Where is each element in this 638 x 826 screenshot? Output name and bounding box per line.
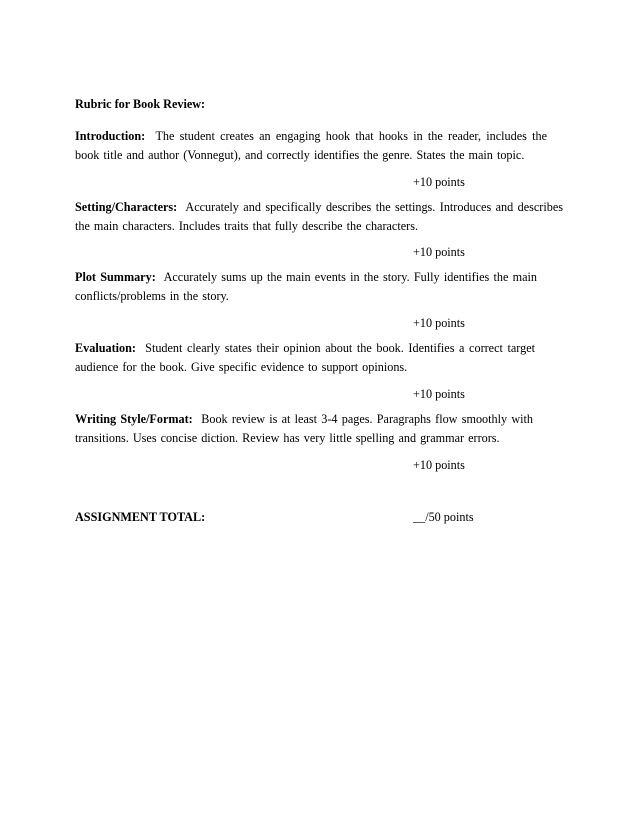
section-introduction	[75, 127, 565, 165]
section-heading: Evaluation:	[75, 341, 136, 355]
rubric-title: Rubric for Book Review:	[75, 97, 206, 111]
section-heading: Plot Summary:	[75, 270, 156, 284]
section-text: Book review is at least 3-4 pages. Paragraphs flow smoothly with transitions. Uses concise diction. Review has very little spelling and grammar errors.	[75, 412, 533, 445]
section-heading: Writing Style/Format:	[75, 412, 193, 426]
section-text: Accurately sums up the main events in the story. Fully identifies the main conflicts/problems in the story.	[75, 270, 537, 303]
section-heading: Introduction:	[75, 129, 146, 143]
section-evaluation	[75, 339, 565, 377]
section-writing-style	[75, 410, 565, 448]
section-points: +10 points	[413, 316, 465, 330]
section-points: +10 points	[413, 245, 465, 259]
assignment-total-label: ASSIGNMENT TOTAL:	[75, 510, 206, 524]
section-points: +10 points	[413, 458, 465, 472]
section-points: +10 points	[413, 387, 465, 401]
section-text: Accurately and specifically describes the settings. Introduces and describes the main characters. Includes traits that fully describe the characters.	[75, 200, 564, 233]
section-plot-summary	[75, 268, 565, 306]
section-heading: Setting/Characters:	[75, 200, 178, 214]
section-setting-characters	[75, 198, 565, 236]
assignment-total-value: __/50 points	[413, 510, 474, 524]
section-text: The student creates an engaging hook that hooks in the reader, includes the book title and author (Vonnegut), and correctly identifies the genre. States the main topic.	[75, 129, 548, 162]
section-points: +10 points	[413, 175, 465, 189]
section-text: Student clearly states their opinion about the book. Identifies a correct target audience for the book. Give specific evidence to support opinions.	[75, 341, 536, 374]
